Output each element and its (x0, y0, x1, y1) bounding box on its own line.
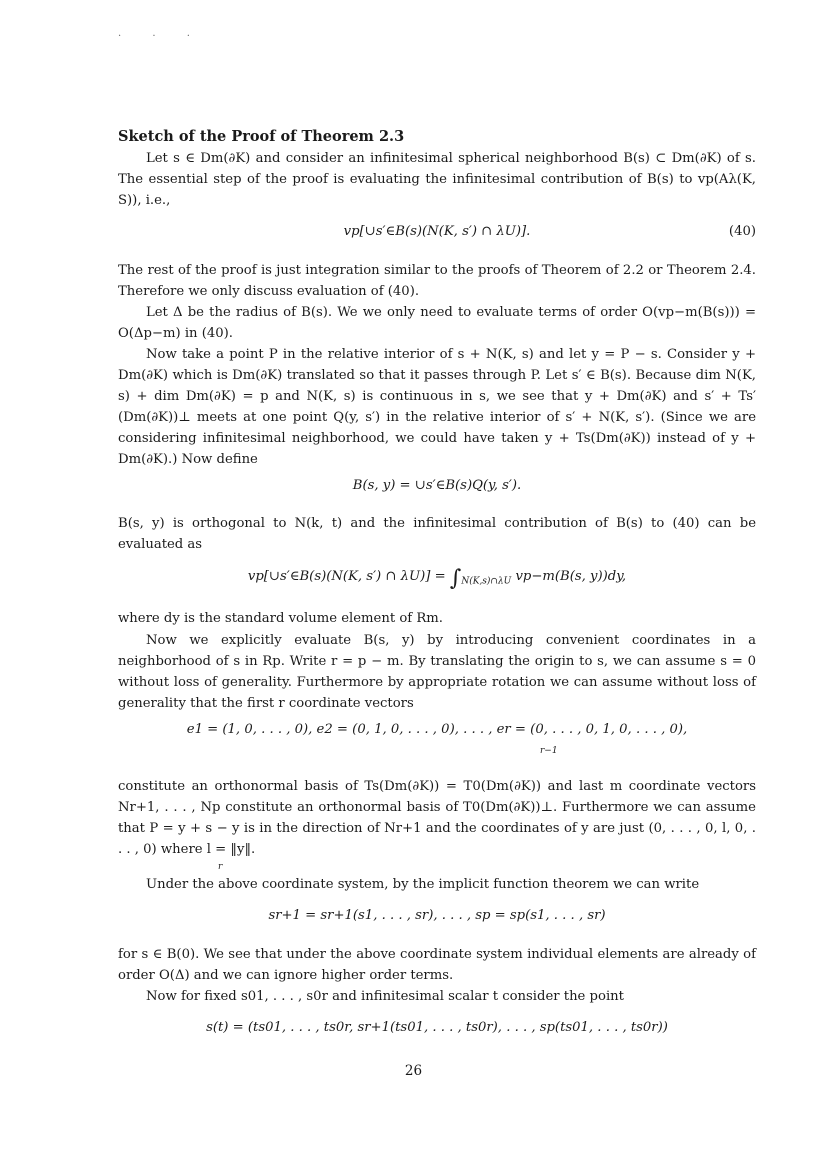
integral-lhs: vp[∪s′∈B(s)(N(K, s′) ∩ λU)] = (247, 569, 446, 584)
integral-sign: ∫ (449, 566, 462, 591)
coord-brace-label: r (218, 862, 223, 872)
equation-B: B(s, y) = ∪s′∈B(s)Q(y, s′). (352, 478, 522, 493)
paragraph-9: Under the above coordinate system, by the implicit function theorem we can write (146, 877, 700, 892)
paragraph-7: Now we explicitly evaluate B(s, y) by introducing convenient coordinates in a neighborhood of s in Rp. Write r = p − m. By translating the origin to s, we can assume s = 0 without loss of generality. Furthermore by appropriate rotation we can assume without loss of generality that the first r coordinate vectors (118, 633, 756, 711)
equation-40: vp[∪s′∈B(s)(N(K, s′) ∩ λU)]. (343, 224, 531, 239)
paragraph-2: The rest of the proof is just integration similar to the proofs of Theorem of 2.2 or Theorem 2.4. Therefore we only discuss evaluation of (40). (118, 263, 756, 299)
paragraph-6: where dy is the standard volume element of Rm. (118, 611, 443, 626)
paragraph-4: Now take a point P in the relative interior of s + N(K, s) and let y = P − s. Consider y + Dm(∂K) which is Dm(∂K) translated so that it passes through P. Let s′ ∈ B(s). Because dim N(K, s) + dim Dm(∂K) = p and N(K, s) is continuous in s, we see that y + Dm(∂K) and s′ + Ts′(Dm(∂K))⊥ meets at one point Q(y, s′) in the relative interior of s′ + N(K, s′). (Since we are considering infinitesimal neighborhood, we could have taken y + Ts(Dm(∂K)) instead of y + Dm(∂K).) Now define (118, 347, 756, 467)
equation-st: s(t) = (ts01, . . . , ts0r, sr+1(ts01, . . . , ts0r), . . . , sp(ts01, . . . , ts0r)) (206, 1020, 668, 1035)
paragraph-5: B(s, y) is orthogonal to N(k, t) and the infinitesimal contribution of B(s) to (40) can be evaluated as (118, 516, 756, 552)
section-heading: Sketch of the Proof of Theorem 2.3 (118, 128, 405, 145)
equation-integral (118, 566, 756, 591)
paragraph-10: for s ∈ B(0). We see that under the above coordinate system individual elements are already of order O(Δ) and we can ignore higher order terms. (118, 947, 756, 983)
integral-domain: N(K,s)∩λU (461, 576, 512, 587)
equation-40-number: (40) (728, 224, 756, 239)
basis-brace-label: r−1 (540, 746, 558, 756)
page-number: 26 (404, 1063, 423, 1079)
header-marks: . . . (118, 28, 204, 39)
paragraph-8: constitute an orthonormal basis of Ts(Dm(∂K)) = T0(Dm(∂K)) and last m coordinate vectors Nr+1, . . . , Np constitute an orthonormal basis of T0(Dm(∂K))⊥. Furthermore we can assume that P = y + s − y is in the direction of Nr+1 and the coordinates of y are just (0, . . . , 0, l, 0, . . . , 0) where l = ‖y‖. (118, 779, 756, 857)
paragraph-1: Let s ∈ Dm(∂K) and consider an infinitesimal spherical neighborhood B(s) ⊂ Dm(∂K) of s. The essential step of the proof is evaluating the infinitesimal contribution of B(s) to vp(Aλ(K, S)), i.e., (118, 151, 756, 208)
equation-basis: e1 = (1, 0, . . . , 0), e2 = (0, 1, 0, . . . , 0), . . . , er = (0, . . . , 0, 1, 0, . . . , 0), (186, 722, 688, 737)
paragraph-11: Now for fixed s01, . . . , s0r and infinitesimal scalar t consider the point (146, 989, 624, 1004)
paragraph-3: Let Δ be the radius of B(s). We we only need to evaluate terms of order O(vp−m(B(s))) = O(Δp−m) in (40). (118, 305, 756, 341)
equation-implicit: sr+1 = sr+1(s1, . . . , sr), . . . , sp = sp(s1, . . . , sr) (268, 908, 606, 923)
integral-rhs: vp−m(B(s, y))dy, (515, 569, 627, 584)
